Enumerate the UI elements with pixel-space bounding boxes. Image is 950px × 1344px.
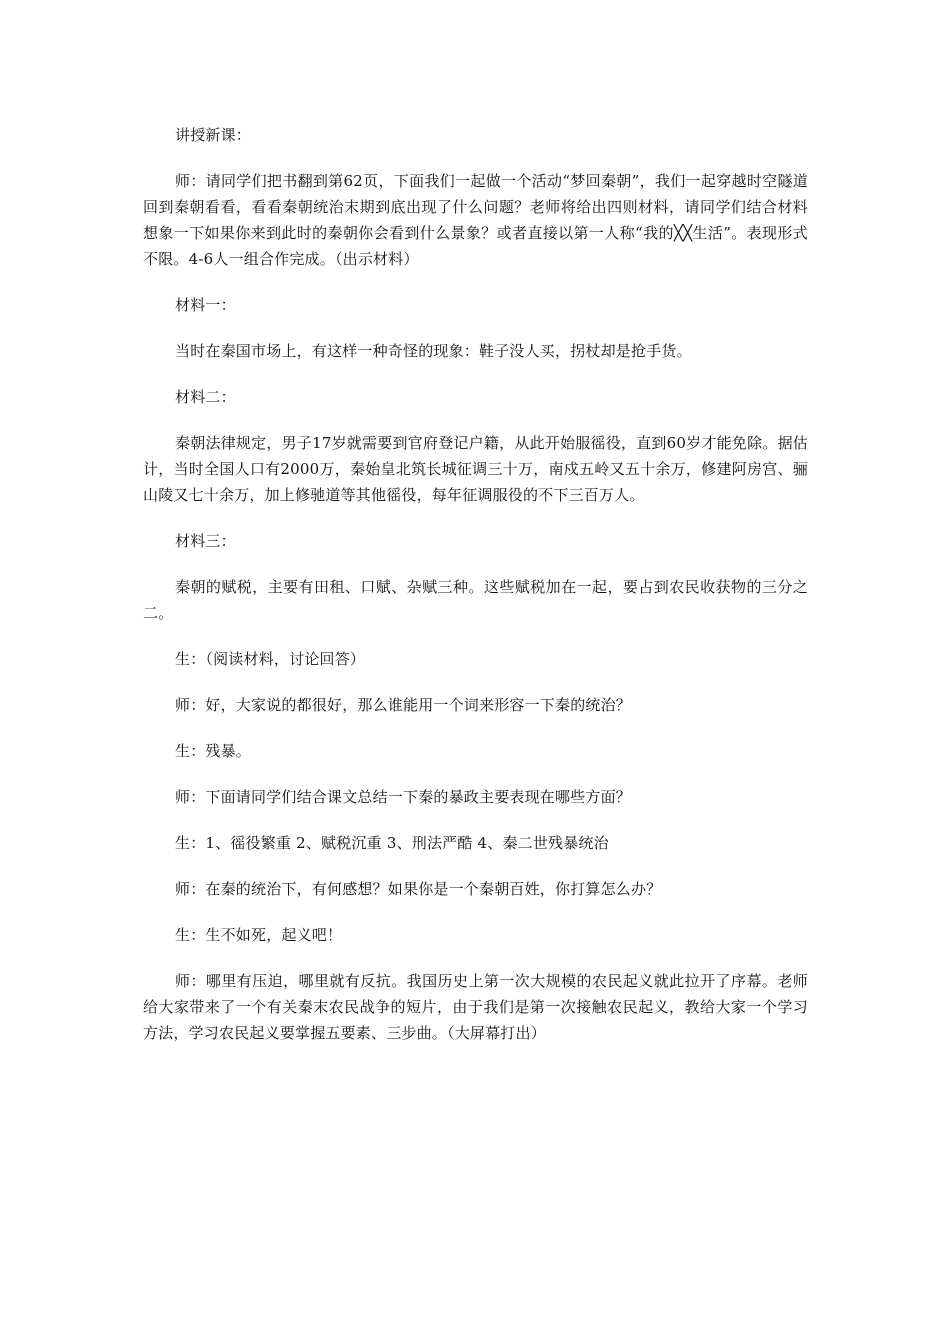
material-three-label: 材料三： [175, 532, 236, 550]
student-line-1: 生：（阅读材料，讨论回答） [175, 650, 366, 668]
material-one-text: 当时在秦国市场上，有这样一种奇怪的现象：鞋子没人买，拐杖却是抢手货。 [175, 342, 692, 360]
teacher-line-4: 师：哪里有压迫，哪里就有反抗。我国历史上第一次大规模的农民起义就此拉开了序幕。老师给大家带来了一个有关秦末农民战争的短片，由于我们是第一次接触农民起义，教给大家一个学习方法，学习农民起义要掌握五要素、三步曲。（大屏幕打出） [143, 972, 808, 1042]
material-one-label: 材料一： [175, 296, 236, 314]
material-two-label: 材料二： [175, 388, 236, 406]
teacher-line-3: 师：在秦的统治下，有何感想？如果你是一个秦朝百姓，你打算怎么办？ [175, 880, 662, 898]
student-line-4: 生：生不如死，起义吧！ [175, 926, 343, 944]
student-line-3: 生：1、徭役繁重 2、赋税沉重 3、刑法严酷 4、秦二世残暴统治 [175, 834, 609, 852]
teacher-line-1: 师：好，大家说的都很好，那么谁能用一个词来形容一下秦的统治？ [175, 696, 632, 714]
teacher-intro-paragraph: 师：请同学们把书翻到第62页，下面我们一起做一个活动“梦回秦朝”，我们一起穿越时空隧道回到秦朝看看，看看秦朝统治末期到底出现了什么问题？老师将给出四则材料，请同学们结合材料想象一下如果你来到此时的秦朝你会看到什么景象？或者直接以第一人称“我的╳╳生活”。表现形式不限。4-6人一组合作完成。（出示材料） [143, 172, 808, 268]
material-two-text: 秦朝法律规定，男子17岁就需要到官府登记户籍，从此开始服徭役，直到60岁才能免除。据估计，当时全国人口有2000万，秦始皇北筑长城征调三十万，南戍五岭又五十余万，修建阿房宫、骊山陵又七十余万，加上修驰道等其他徭役，每年征调服役的不下三百万人。 [143, 434, 808, 504]
material-three-text: 秦朝的赋税，主要有田租、口赋、杂赋三种。这些赋税加在一起，要占到农民收获物的三分之二。 [143, 578, 808, 622]
teacher-line-2: 师：下面请同学们结合课文总结一下秦的暴政主要表现在哪些方面？ [175, 788, 632, 806]
student-line-2: 生：残暴。 [175, 742, 252, 760]
document-body [143, 122, 808, 1066]
section-heading: 讲授新课： [175, 126, 252, 144]
